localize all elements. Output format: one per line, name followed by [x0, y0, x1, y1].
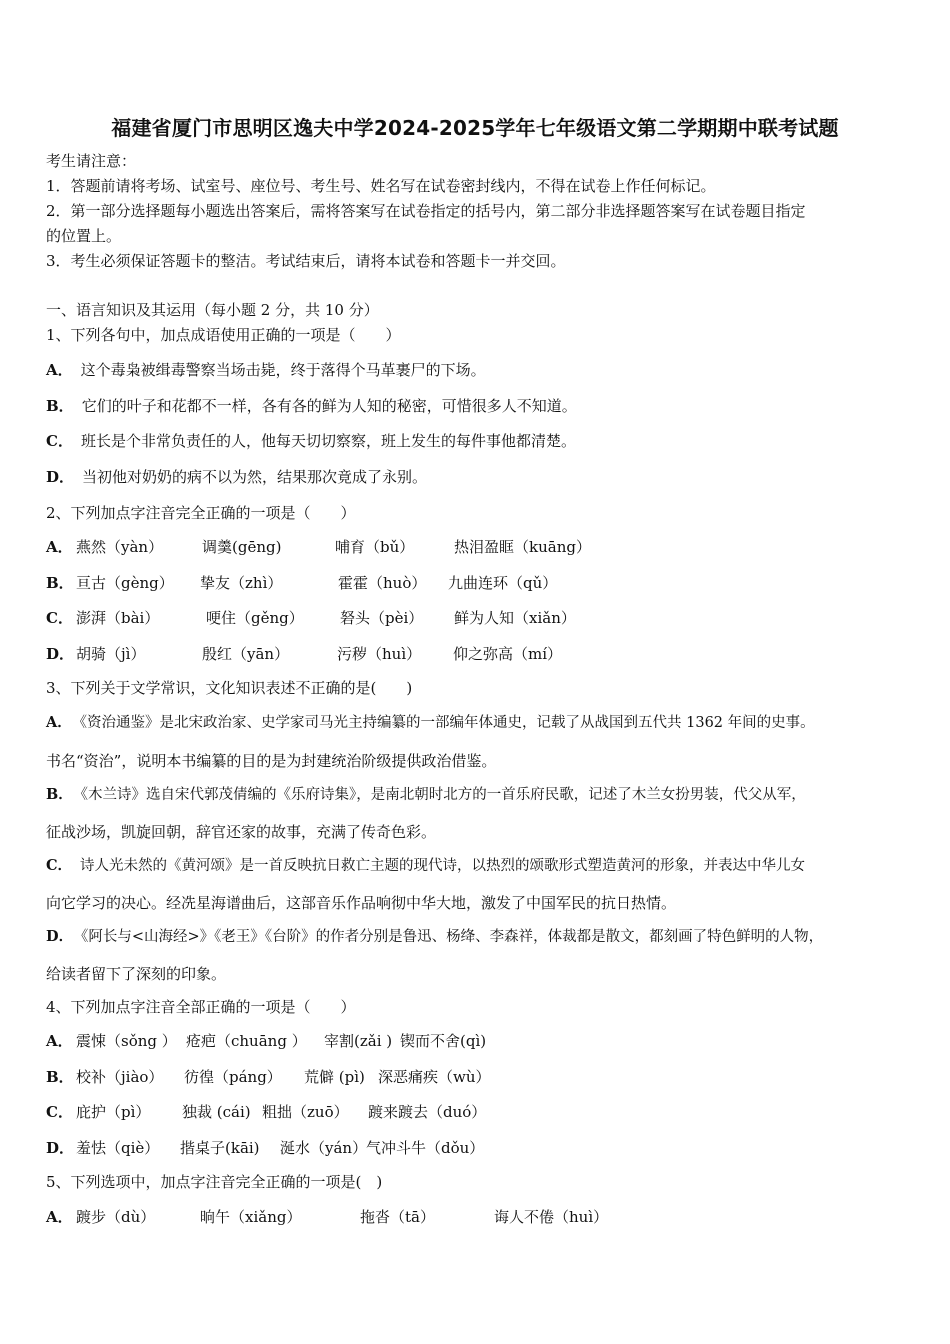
notice-item-1: 1．答题前请将考场、试室号、座位号、考生号、姓名写在试卷密封线内，不得在试卷上作任何标记。 — [46, 177, 716, 195]
option-item: 诲人不倦（huì） — [494, 1208, 609, 1226]
option-item: 宰割(zǎi ) — [324, 1032, 393, 1050]
option-item: 胡骑（jì） — [76, 645, 146, 663]
option-item: 澎湃（bài） — [76, 609, 160, 627]
option-label: B． — [46, 397, 74, 415]
option-text: 《阿长与<山海经>》《老王》《台阶》的作者分别是鲁迅、杨绛、李森祥，体裁都是散文，都刻画了特色鲜明的人物， — [81, 929, 824, 945]
question-2-option-c — [46, 607, 906, 629]
option-item: 仰之弥高（mí） — [453, 645, 563, 663]
question-5-stem: 5、下列选项中，加点字注音完全正确的一项是( ) — [46, 1173, 383, 1191]
question-5-option-a — [46, 1206, 906, 1228]
notice-heading: 考生请注意： — [46, 152, 137, 170]
option-item: 庇护（pì） — [76, 1103, 151, 1121]
option-label: D． — [46, 468, 75, 486]
option-label: A． — [46, 714, 72, 731]
question-3-option-c — [46, 856, 805, 876]
option-item: 砮头（pèi） — [340, 609, 424, 627]
notice-item-2-continued: 的位置上。 — [46, 227, 122, 245]
option-label: C． — [46, 857, 73, 874]
question-4-stem: 4、下列加点字注音全部正确的一项是（ ） — [46, 998, 356, 1016]
question-1-option-a — [46, 360, 486, 380]
option-label: D． — [46, 928, 74, 945]
question-4-option-a — [46, 1030, 906, 1052]
option-item: 锲而不舍(qì) — [400, 1032, 487, 1050]
option-item: 哺育（bǔ） — [335, 538, 415, 556]
option-item: 九曲连环（qǔ） — [448, 574, 558, 592]
option-item: 拖沓（tā） — [360, 1208, 435, 1226]
option-item: 调羹(gēng) — [202, 538, 282, 556]
option-item: 殷红（yān） — [202, 645, 290, 663]
option-label: A． — [46, 1032, 73, 1050]
question-3-option-b — [46, 785, 806, 805]
question-2-stem: 2、下列加点字注音完全正确的一项是（ ） — [46, 504, 356, 522]
page-title: 福建省厦门市思明区逸夫中学2024-2025学年七年级语文第二学期期中联考试题 — [111, 116, 839, 140]
option-text: 《资治通鉴》是北宋政治家、史学家司马光主持编纂的一部编年体通史，记载了从战国到五代共 1362 年间的史事。 — [79, 715, 815, 731]
option-item: 羞怯（qiè） — [76, 1139, 160, 1157]
option-item: 气冲斗牛（dǒu） — [366, 1139, 485, 1157]
question-2-option-b — [46, 572, 906, 594]
notice-item-2: 2．第一部分选择题每小题选出答案后，需将答案写在试卷指定的括号内，第二部分非选择题答案写在试卷题目指定 — [46, 202, 806, 220]
option-item: 震悚（sǒng ） — [76, 1032, 177, 1050]
question-4-option-b — [46, 1066, 906, 1088]
question-1-stem: 1、下列各句中，加点成语使用正确的一项是（ ） — [46, 326, 401, 344]
option-label: B． — [46, 1068, 74, 1086]
question-4-option-d — [46, 1137, 906, 1159]
option-item: 亘古（gèng） — [76, 574, 174, 592]
question-1-option-d — [46, 467, 427, 487]
option-item: 深恶痛疾（wù） — [378, 1068, 491, 1086]
option-label: C． — [46, 1103, 73, 1121]
question-3-option-d — [46, 927, 823, 947]
question-3-option-c-continued: 向它学习的决心。经冼星海谱曲后，这部音乐作品响彻中华大地，激发了中国军民的抗日热情。 — [46, 894, 677, 912]
option-item: 踱来踱去（duó） — [368, 1103, 487, 1121]
option-item: 荒僻 (pì) — [304, 1068, 365, 1086]
question-2-option-d — [46, 643, 906, 665]
question-2-option-a — [46, 536, 906, 558]
option-item: 涎水（yán） — [280, 1139, 368, 1157]
option-item: 粗拙（zuō） — [262, 1103, 349, 1121]
question-3-option-b-continued: 征战沙场，凯旋回朝，辞官还家的故事，充满了传奇色彩。 — [46, 823, 437, 841]
option-text: 班长是个非常负责任的人，他每天切切察察，班上发生的每件事他都清楚。 — [80, 432, 576, 450]
option-label: A． — [46, 361, 73, 379]
question-4-option-c — [46, 1101, 906, 1123]
question-3-option-a — [46, 713, 815, 733]
option-item: 彷徨（páng） — [184, 1068, 282, 1086]
option-item: 霍霍（huò） — [338, 574, 427, 592]
option-label: A． — [46, 1208, 73, 1226]
question-1-option-c — [46, 431, 576, 451]
option-text: 《木兰诗》选自宋代郭茂倩编的《乐府诗集》，是南北朝时北方的一首乐府民歌，记述了木兰女扮男装，代父从军， — [80, 787, 806, 803]
option-item: 哽住（gěng） — [206, 609, 304, 627]
option-item: 独裁 (cái) — [182, 1103, 251, 1121]
notice-item-3: 3．考生必须保证答题卡的整洁。考试结束后，请将本试卷和答题卡一并交回。 — [46, 252, 566, 270]
option-item: 疮疤（chuāng ） — [186, 1032, 307, 1050]
question-3-stem: 3、下列关于文学常识，文化知识表述不正确的是( ) — [46, 679, 413, 697]
option-item: 踱步（dù） — [76, 1208, 156, 1226]
section-heading: 一、语言知识及其运用（每小题 2 分，共 10 分） — [46, 301, 379, 319]
option-label: A． — [46, 538, 73, 556]
option-item: 热泪盈眶（kuāng） — [454, 538, 591, 556]
option-label: C． — [46, 609, 73, 627]
option-text: 这个毒枭被缉毒警察当场击毙，终于落得个马革裹尸的下场。 — [80, 361, 486, 379]
question-3-option-d-continued: 给读者留下了深刻的印象。 — [46, 965, 227, 983]
option-label: D． — [46, 645, 75, 663]
option-item: 燕然（yàn） — [76, 538, 164, 556]
question-1-option-b — [46, 396, 577, 416]
option-item: 鲜为人知（xiǎn） — [454, 609, 576, 627]
option-label: C． — [46, 432, 73, 450]
option-label: B． — [46, 786, 73, 803]
option-item: 揩桌子(kāi) — [180, 1139, 260, 1157]
option-item: 挚友（zhì） — [200, 574, 283, 592]
option-item: 污秽（huì） — [337, 645, 422, 663]
option-text: 它们的叶子和花都不一样，各有各的鲜为人知的秘密，可惜很多人不知道。 — [81, 397, 577, 415]
option-label: D． — [46, 1139, 75, 1157]
option-label: B． — [46, 574, 74, 592]
option-item: 晌午（xiǎng） — [200, 1208, 302, 1226]
option-item: 校补（jiào） — [76, 1068, 164, 1086]
option-text: 诗人光未然的《黄河颂》是一首反映抗日救亡主题的现代诗，以热烈的颂歌形式塑造黄河的形象，并表达中华儿女 — [80, 858, 806, 874]
option-text: 当初他对奶奶的病不以为然，结果那次竟成了永别。 — [82, 468, 428, 486]
question-3-option-a-continued: 书名“资治”，说明本书编纂的目的是为封建统治阶级提供政治借鉴。 — [46, 752, 497, 770]
